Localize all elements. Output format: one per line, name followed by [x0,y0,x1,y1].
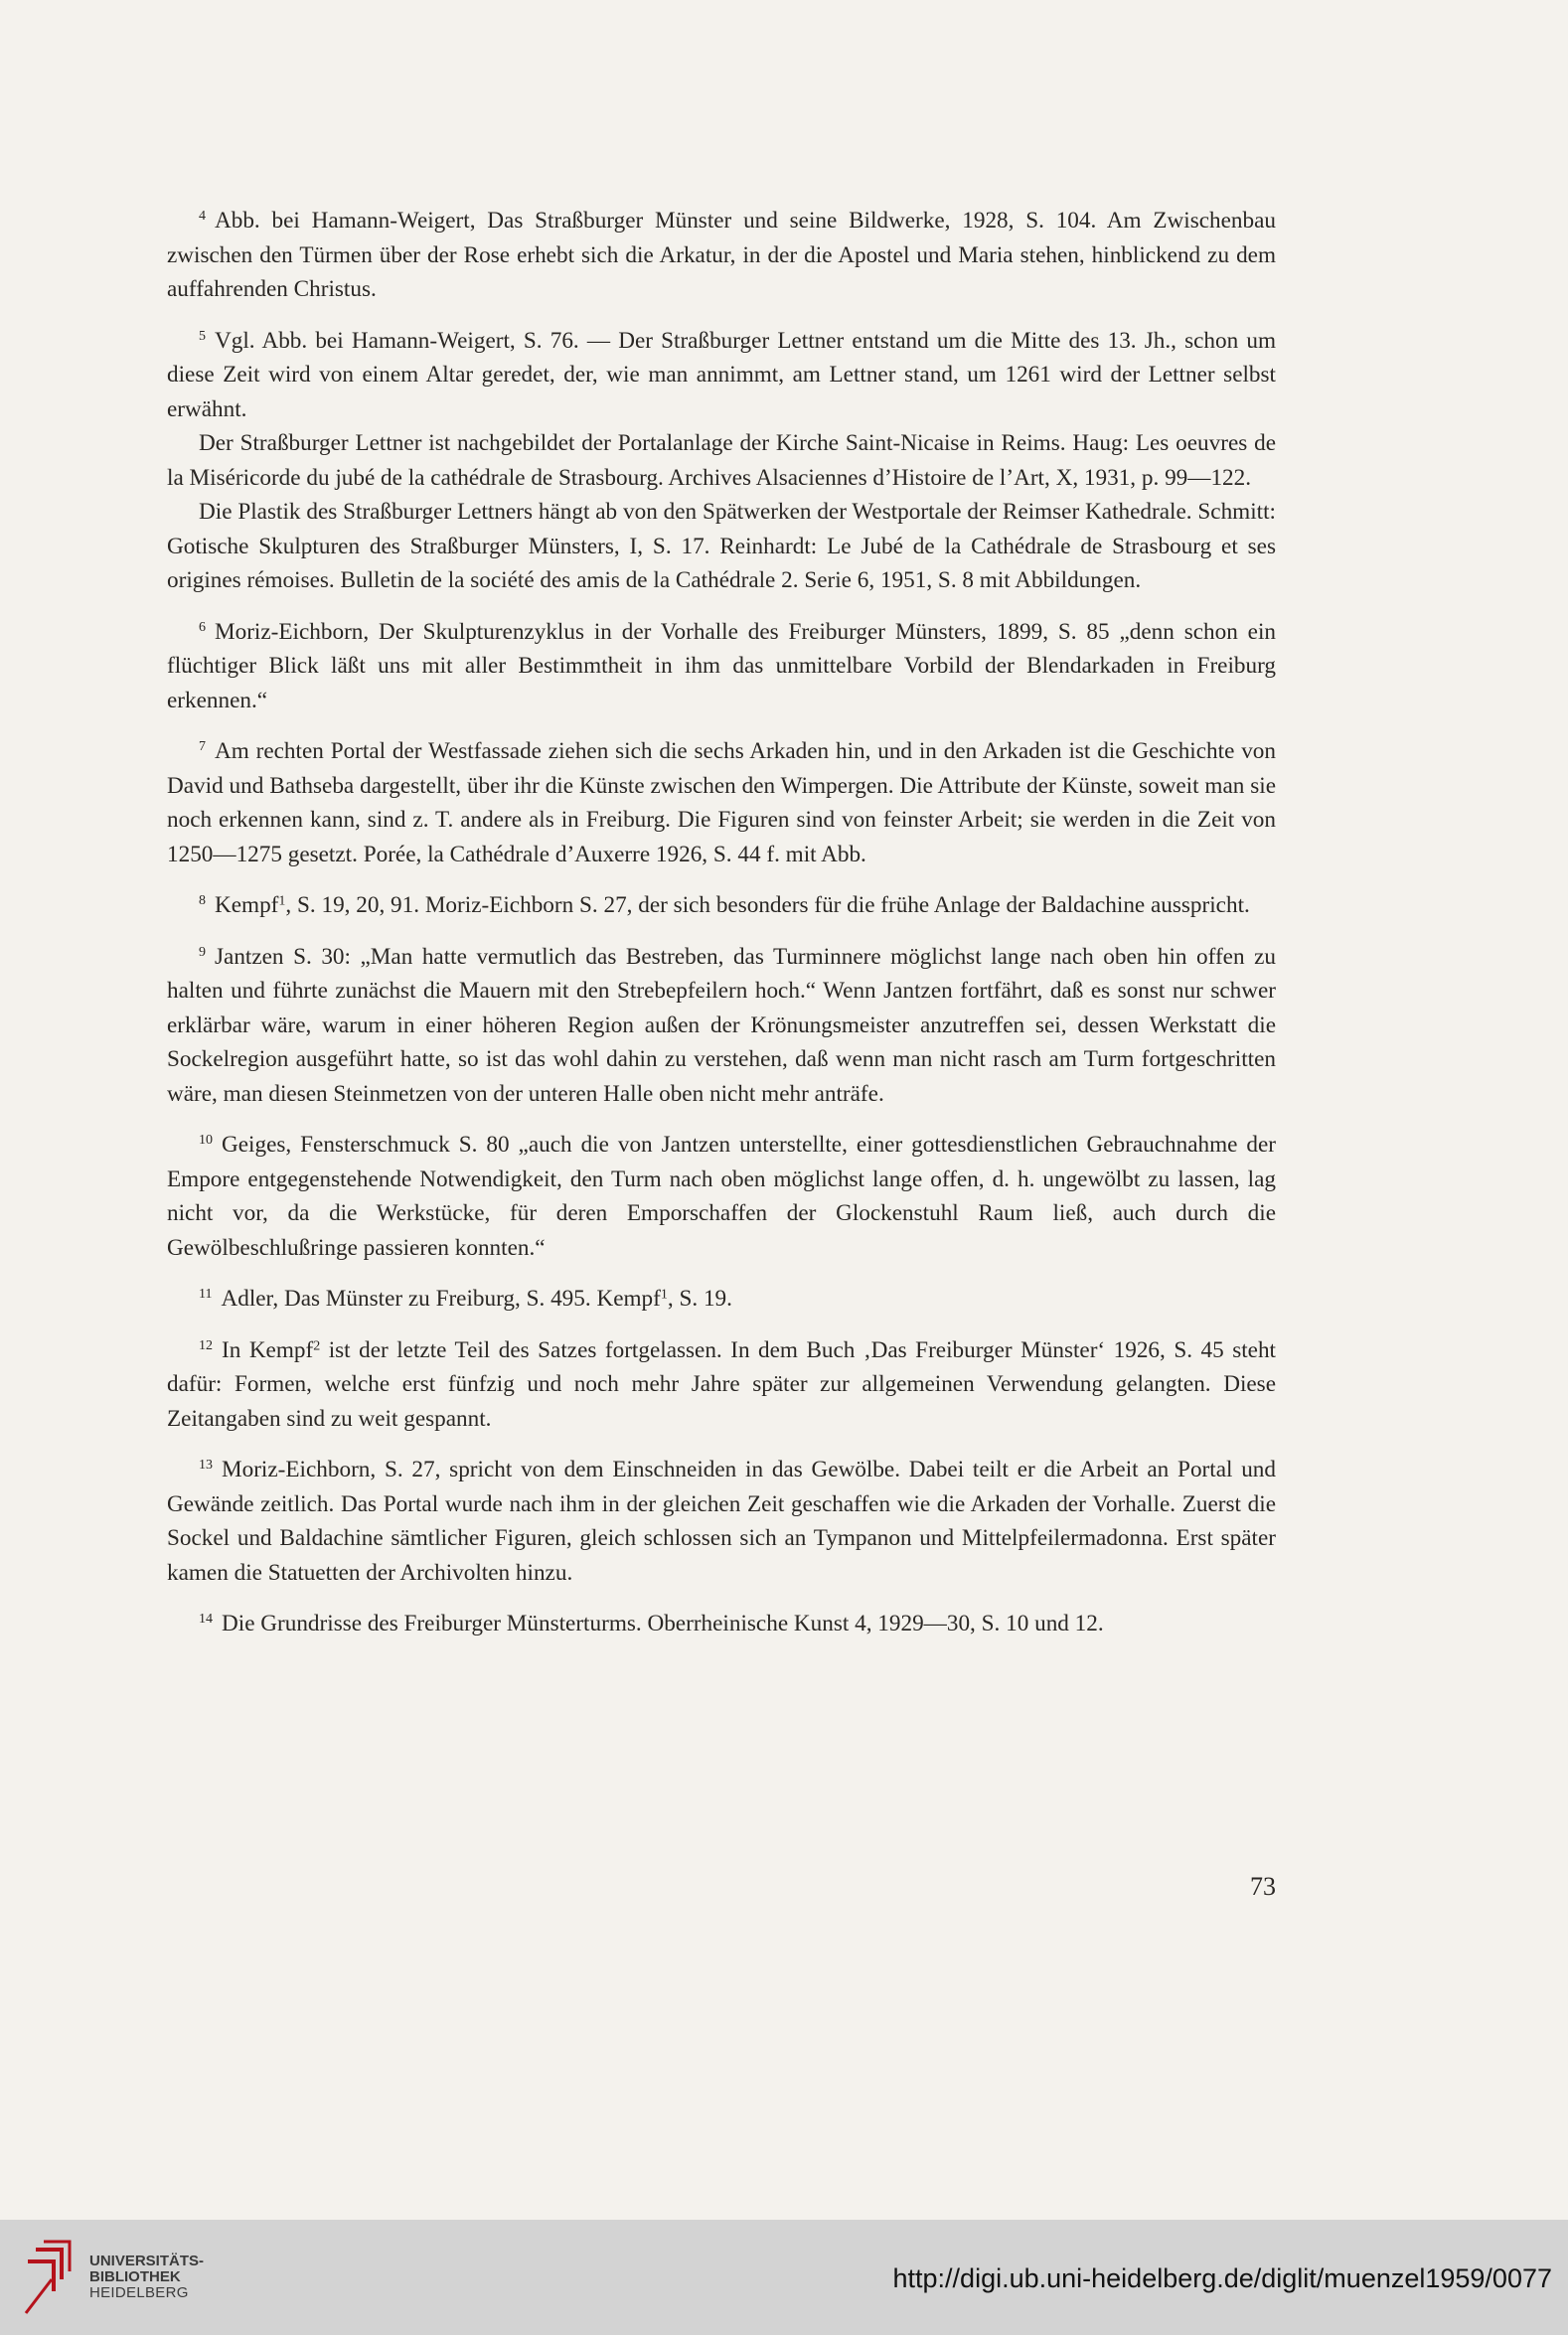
library-name [89,2254,204,2301]
footnote-number: 5 [199,328,206,344]
footnote-text: In Kempf [222,1336,314,1363]
footnote-number: 12 [199,1337,213,1353]
footnote-10 [167,1128,1276,1265]
source-superscript: 1 [278,893,286,909]
footnote-text: Der Straßburger Lettner ist nachgebildet der Portalanlage der Kirche Saint-Nicaise in Reims. Haug: Les oeuvres de la Miséricorde du jubé de la cathédrale de Strasbourg. Archives Alsaciennes d’Histoire de l’Art, X, 1931, p. 99—122. [167,430,1276,491]
footnote-text: Die Grundrisse des Freiburger Münsterturms. Oberrheinische Kunst 4, 1929—30, S. 10 und 12. [222,1611,1104,1636]
footnote-text: , S. 19. [667,1286,732,1312]
footnote-5 [167,324,1276,427]
footnote-text: Abb. bei Hamann-Weigert, Das Straßburger Münster und seine Bildwerke, 1928, S. 104. Am Zwischenbau zwischen den Türmen über der Rose erhebt sich die Arkatur, in der die Apostel und Maria stehen, hinblickend zu dem auffahrenden Christus. [167,208,1276,302]
footnote-text: Jantzen S. 30: „Man hatte vermutlich das Bestreben, das Turminnere möglichst lange nach oben hin offen zu halten und führte zunächst die Mauern mit den Strebepfeilern hoch.“ Wenn Jantzen fortfährt, daß es sonst nur schwer erklärbar wäre, warum in einer höheren Region außen der Krönungsmeister anzutreffen sei, dessen Werkstatt die Sockelregion ausgeführt hatte, so ist das wohl dahin zu verstehen, daß wenn man nicht rasch am Turm fortgeschritten wäre, man diesen Steinmetzen von der unteren Halle oben nicht mehr anträfe. [167,943,1276,1107]
footnote-14 [167,1607,1276,1641]
footnote-number: 14 [199,1612,213,1628]
footnote-text: Kempf [215,892,279,918]
footnote-number: 8 [199,893,206,909]
footnotes-block [167,204,1276,1641]
footnote-text: ist der letzte Teil des Satzes fortgelassen. In dem Buch ‚Das Freiburger Münster‘ 1926, S. 45 steht dafür: Formen, welche erst fünfzig und noch mehr Jahre später zur allgemeinen Verwendung gelangten. Diese Zeitangaben sind zu weit gespannt. [167,1336,1276,1432]
footnote-number: 13 [199,1458,213,1474]
footnote-number: 4 [199,209,206,225]
footnote-text: Geiges, Fensterschmuck S. 80 „auch die von Jantzen unterstellte, einer gottesdienstlichen Gebrauchnahme der Empore entgegenstehende Notwendigkeit, den Turm nach oben möglichst lange offen, d. h. ungewölbt zu lassen, lag nicht vor, da die Werkstücke, für deren Emporschaffen der Glockenstuhl Raum ließ, auch durch die Gewölbeschlußringe passieren konnten.“ [167,1132,1276,1261]
viewer-footer [0,2220,1568,2335]
footnote-9 [167,940,1276,1112]
footnote-13 [167,1453,1276,1590]
footnote-8 [167,888,1276,923]
library-logo-icon[interactable] [22,2240,79,2315]
footnote-11 [167,1282,1276,1317]
footnote-number: 6 [199,619,206,635]
footnote-4 [167,204,1276,307]
footnote-text: , S. 19, 20, 91. Moriz-Eichborn S. 27, der sich besonders für die frühe Anlage der Baldachine ausspricht. [285,892,1250,918]
footnote-text: Adler, Das Münster zu Freiburg, S. 495. Kempf [221,1286,661,1312]
footnote-7 [167,734,1276,871]
footnote-text: Moriz-Eichborn, S. 27, spricht von dem Einschneiden in das Gewölbe. Dabei teilt er die Arbeit an Portal und Gewände zeitlich. Das Portal wurde nach ihm in der gleichen Zeit geschaffen wie die Arkaden der Vorhalle. Zuerst die Sockel und Baldachine sämtlicher Figuren, gleich schlossen sich an Tympanon und Mittelpfeilermadonna. Erst später kamen die Statuetten der Archivolten hinzu. [167,1457,1276,1586]
footnote-text: Moriz-Eichborn, Der Skulpturenzyklus in der Vorhalle des Freiburger Münsters, 1899, S. 85 „denn schon ein flüchtiger Blick läßt uns mit aller Bestimmtheit in ihm das unmittelbare Vorbild der Blendarkaden in Freiburg erkennen.“ [167,618,1276,713]
page-number: 73 [1250,1872,1276,1901]
footnote-text: Vgl. Abb. bei Hamann-Weigert, S. 76. — Der Straßburger Lettner entstand um die Mitte des 13. Jh., schon um diese Zeit wird von einem Altar geredet, der, wie man annimmt, am Lettner stand, um 1261 wird der Lettner selbst erwähnt. [167,327,1276,422]
library-name-line3: HEIDELBERG [89,2284,189,2301]
footnote-5-paragraph-2 [167,426,1276,495]
footnote-number: 7 [199,739,206,755]
source-superscript: 2 [313,1337,321,1353]
library-name-line2: BIBLIOTHEK [89,2268,181,2285]
footnote-text: Am rechten Portal der Westfassade ziehen sich die sechs Arkaden hin, und in den Arkaden ist die Geschichte von David und Bathseba dargestellt, über ihr die Künste zwischen den Wimpergen. Die Attribute der Künste, soweit man sie noch erkennen kann, sind z. T. andere als in Freiburg. Die Figuren sind von feinster Arbeit; sie werden in die Zeit von 1250—1275 gesetzt. Porée, la Cathédrale d’Auxerre 1926, S. 44 f. mit Abb. [167,738,1276,867]
source-superscript: 1 [660,1287,668,1303]
footnote-5-paragraph-3 [167,495,1276,598]
footnote-number: 10 [199,1133,213,1149]
footnote-12 [167,1333,1276,1437]
permalink-url[interactable]: http://digi.ub.uni-heidelberg.de/diglit/muenzel1959/0077 [892,2263,1552,2293]
library-name-line1: UNIVERSITÄTS- [89,2253,205,2269]
footnote-6 [167,615,1276,718]
footnote-number: 9 [199,944,206,960]
footnote-number: 11 [199,1287,213,1303]
footnote-text: Die Plastik des Straßburger Lettners hängt ab von den Spätwerken der Westportale der Reimser Kathedrale. Schmitt: Gotische Skulpturen des Straßburger Münsters, I, S. 17. Reinhardt: Le Jubé de la Cathédrale de Strasbourg et ses origines rémoises. Bulletin de la société des amis de la Cathédrale 2. Serie 6, 1951, S. 8 mit Abbildungen. [167,499,1276,593]
